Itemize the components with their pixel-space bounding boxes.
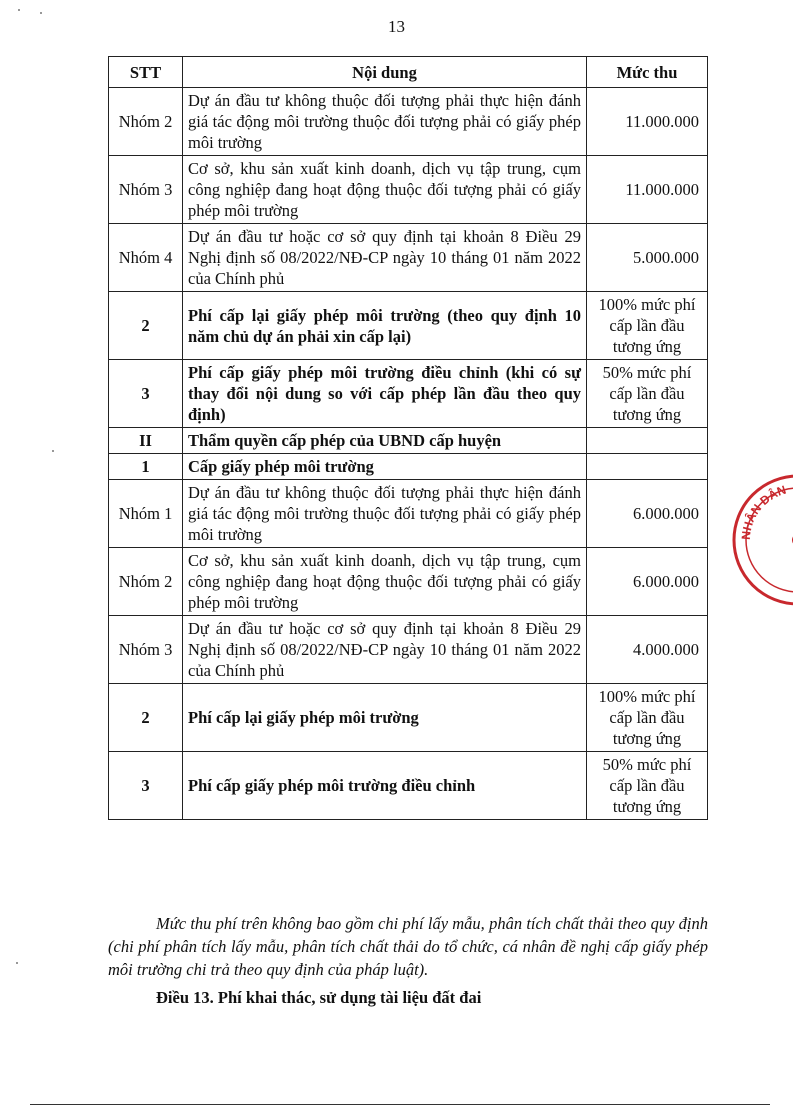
row-stt: 2	[109, 684, 183, 752]
table-row	[109, 752, 708, 820]
row-content: Phí cấp lại giấy phép môi trường (theo quy định 10 năm chủ dự án phải xin cấp lại)	[183, 292, 587, 360]
row-stt: 1	[109, 454, 183, 480]
table-row	[109, 454, 708, 480]
row-amount: 5.000.000	[587, 224, 708, 292]
row-content: Dự án đầu tư không thuộc đối tượng phải thực hiện đánh giá tác động môi trường thuộc đối tượng phải có giấy phép môi trường	[183, 480, 587, 548]
table-row	[109, 224, 708, 292]
header-content: Nội dung	[183, 57, 587, 88]
table-row	[109, 428, 708, 454]
seal-text: NHÂN DÂN	[738, 482, 788, 541]
table-row	[109, 480, 708, 548]
row-amount: 6.000.000	[587, 548, 708, 616]
header-amount: Mức thu	[587, 57, 708, 88]
table-row	[109, 156, 708, 224]
row-stt: Nhóm 2	[109, 88, 183, 156]
fee-table-body	[109, 88, 708, 820]
scan-speck	[40, 12, 42, 14]
row-stt: Nhóm 3	[109, 156, 183, 224]
row-amount: 11.000.000	[587, 156, 708, 224]
page-number: 13	[388, 17, 405, 36]
scan-speck	[16, 962, 18, 964]
table-row	[109, 684, 708, 752]
row-content: Dự án đầu tư hoặc cơ sở quy định tại khoản 8 Điều 29 Nghị định số 08/2022/NĐ-CP ngày 10 tháng 01 năm 2022 của Chính phủ	[183, 616, 587, 684]
row-amount: 50% mức phí cấp lần đầu tương ứng	[587, 360, 708, 428]
row-stt: 3	[109, 752, 183, 820]
table-row	[109, 616, 708, 684]
scan-speck	[52, 450, 54, 452]
row-content: Phí cấp giấy phép môi trường điều chỉnh	[183, 752, 587, 820]
row-content: Cấp giấy phép môi trường	[183, 454, 587, 480]
row-amount: 50% mức phí cấp lần đầu tương ứng	[587, 752, 708, 820]
table-row	[109, 548, 708, 616]
row-amount: 100% mức phí cấp lần đầu tương ứng	[587, 292, 708, 360]
table-row	[109, 360, 708, 428]
row-stt: Nhóm 1	[109, 480, 183, 548]
row-stt: 3	[109, 360, 183, 428]
row-amount: 100% mức phí cấp lần đầu tương ứng	[587, 684, 708, 752]
row-content: Cơ sở, khu sản xuất kinh doanh, dịch vụ tập trung, cụm công nghiệp đang hoạt động thuộc đối tượng phải có giấy phép môi trường	[183, 548, 587, 616]
row-content: Phí cấp lại giấy phép môi trường	[183, 684, 587, 752]
table-header-row	[109, 57, 708, 88]
header-stt: STT	[109, 57, 183, 88]
row-content: Dự án đầu tư hoặc cơ sở quy định tại khoản 8 Điều 29 Nghị định số 08/2022/NĐ-CP ngày 10 tháng 01 năm 2022 của Chính phủ	[183, 224, 587, 292]
row-content: Phí cấp giấy phép môi trường điều chỉnh (khi có sự thay đổi nội dung so với cấp phép lần đầu theo quy định)	[183, 360, 587, 428]
row-stt: 2	[109, 292, 183, 360]
row-stt: Nhóm 2	[109, 548, 183, 616]
row-stt: II	[109, 428, 183, 454]
row-content: Thẩm quyền cấp phép của UBND cấp huyện	[183, 428, 587, 454]
table-row	[109, 292, 708, 360]
row-content: Dự án đầu tư không thuộc đối tượng phải thực hiện đánh giá tác động môi trường thuộc đối tượng phải có giấy phép môi trường	[183, 88, 587, 156]
fee-table	[108, 56, 708, 820]
row-amount	[587, 428, 708, 454]
row-amount: 11.000.000	[587, 88, 708, 156]
row-content: Cơ sở, khu sản xuất kinh doanh, dịch vụ tập trung, cụm công nghiệp đang hoạt động thuộc đối tượng phải có giấy phép môi trường	[183, 156, 587, 224]
table-row	[109, 88, 708, 156]
scan-speck	[18, 9, 20, 11]
row-stt: Nhóm 3	[109, 616, 183, 684]
row-amount: 4.000.000	[587, 616, 708, 684]
fee-note: Mức thu phí trên không bao gồm chi phí lấy mẫu, phân tích chất thải theo quy định (chi phí phân tích lấy mẫu, phân tích chất thải do tổ chức, cá nhân đề nghị cấp giấy phép môi trường chi trả theo quy định của pháp luật).	[108, 914, 708, 979]
row-amount: 6.000.000	[587, 480, 708, 548]
row-stt: Nhóm 4	[109, 224, 183, 292]
article-heading: Điều 13. Phí khai thác, sử dụng tài liệu đất đai	[156, 988, 482, 1007]
red-seal-stamp	[728, 470, 793, 610]
row-amount	[587, 454, 708, 480]
bottom-rule	[30, 1104, 770, 1105]
